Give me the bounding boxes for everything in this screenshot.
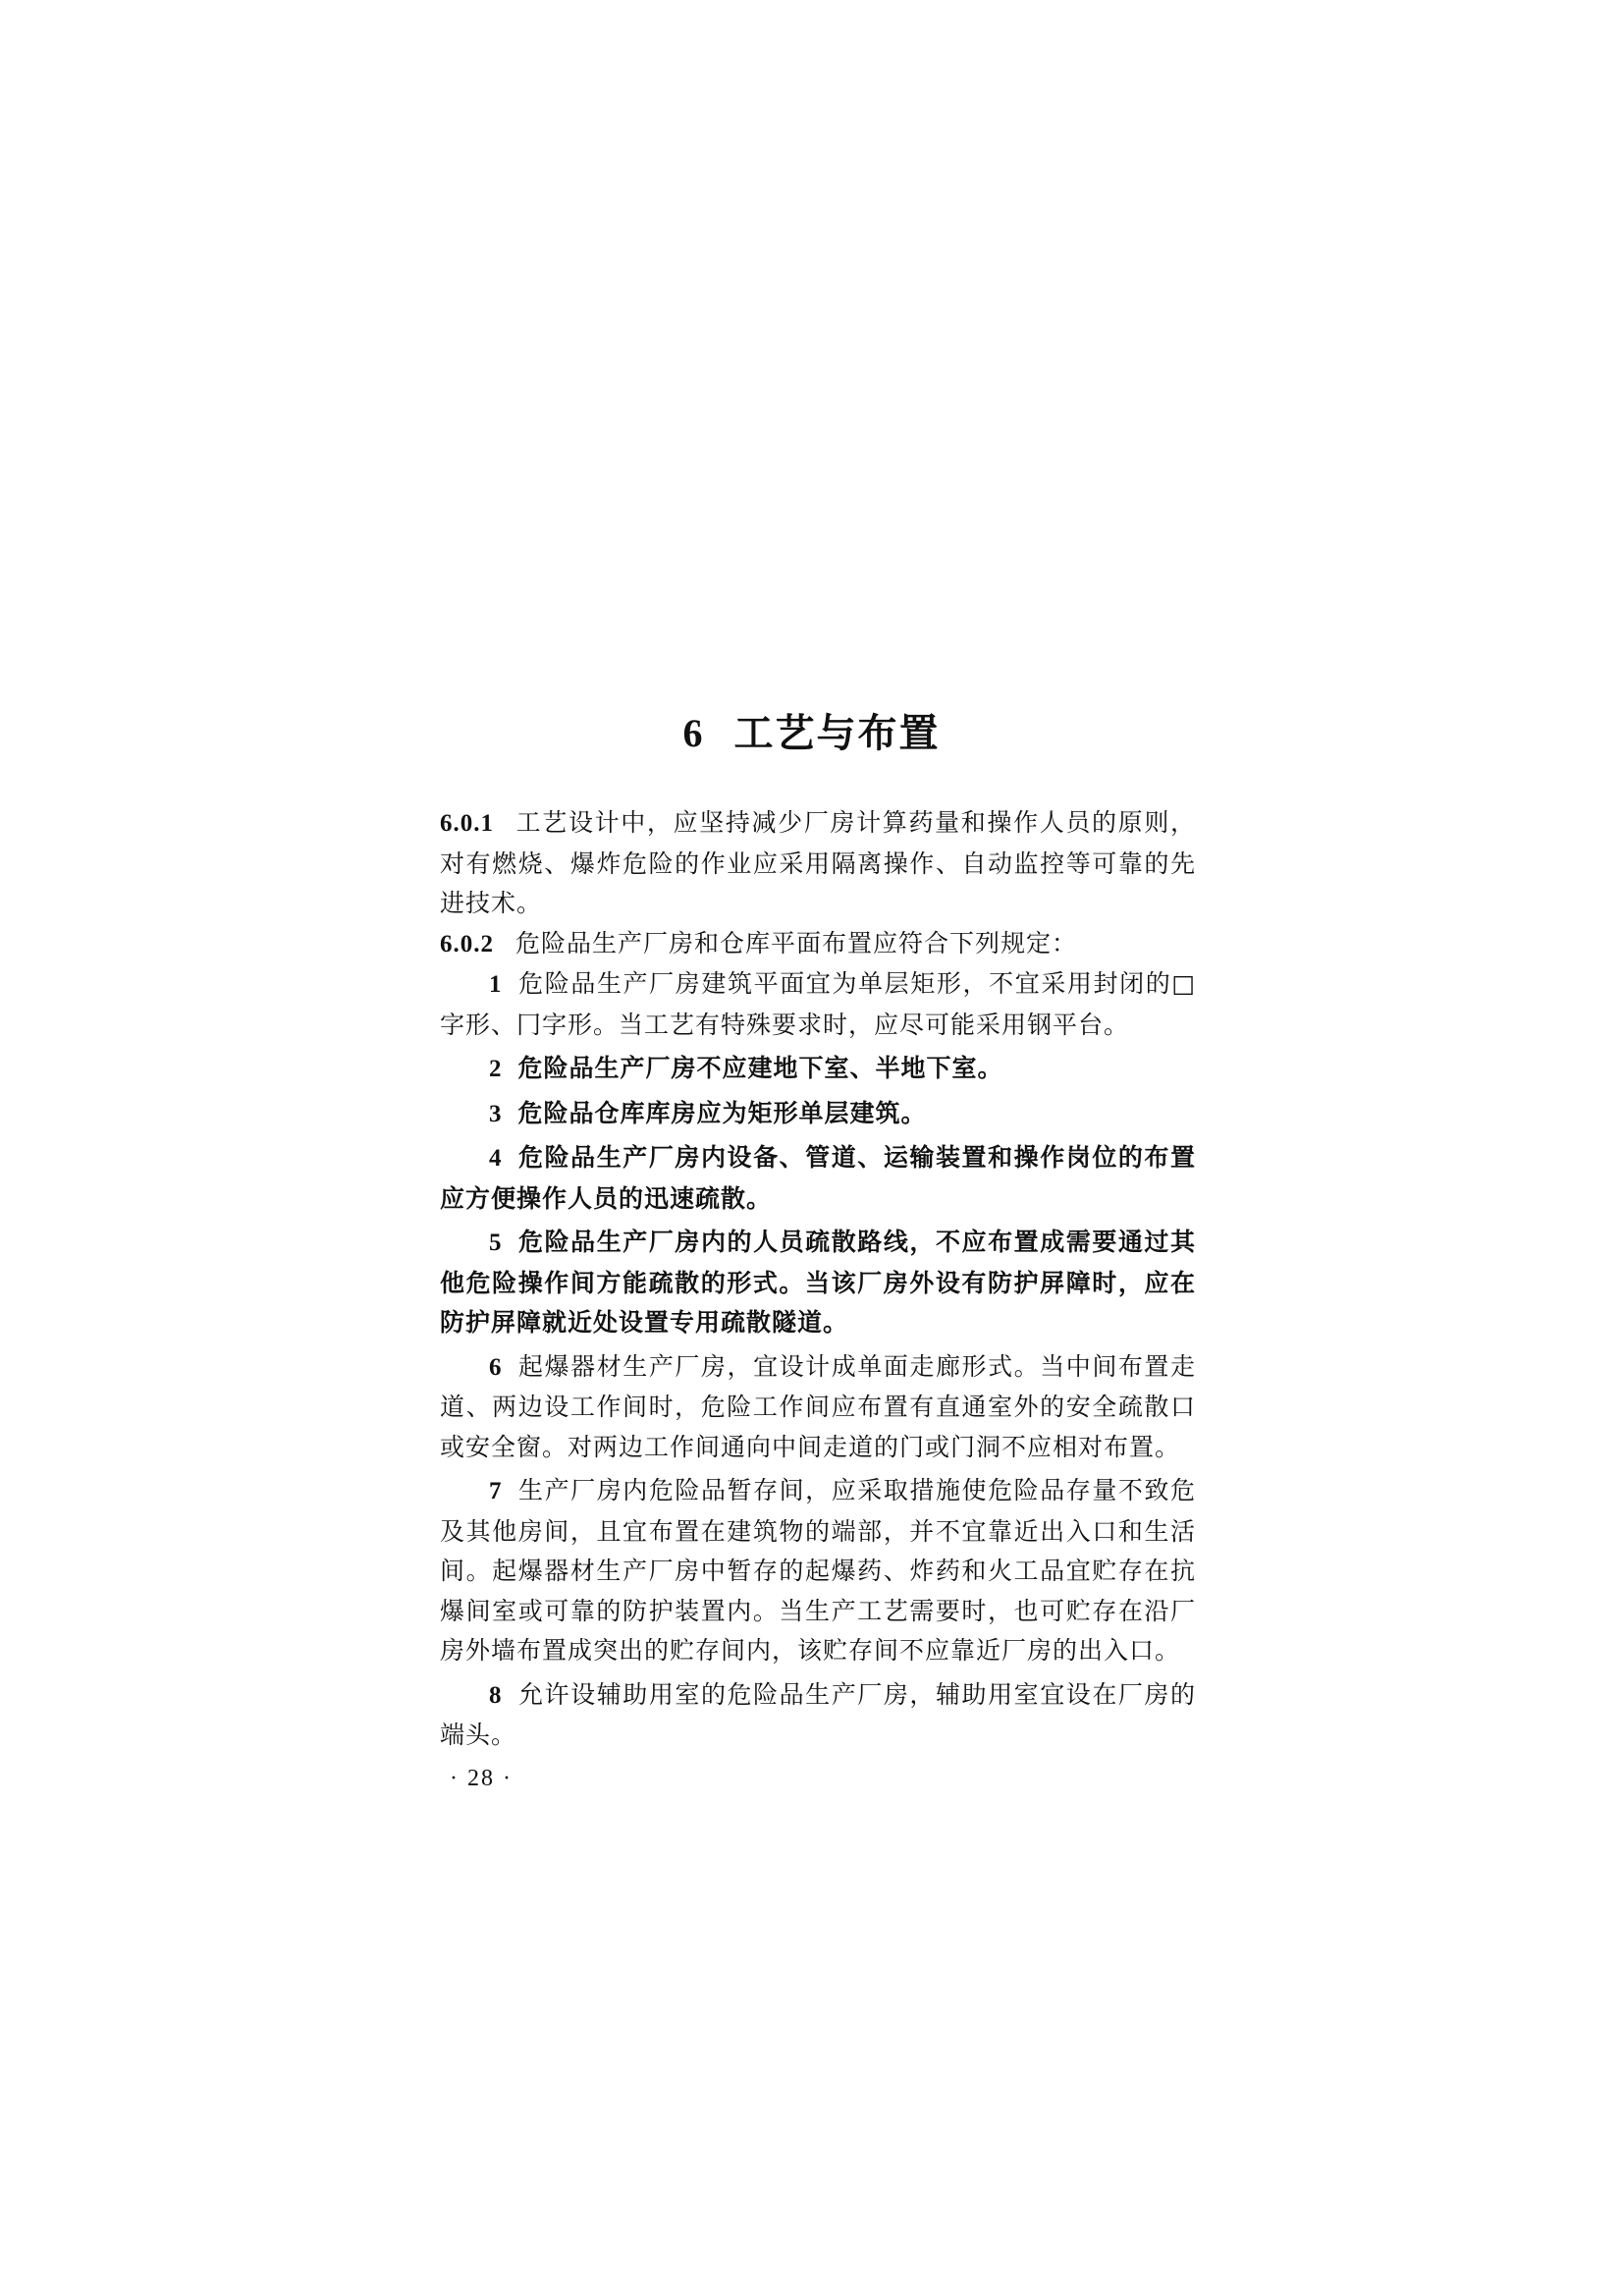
item-number: 8 — [489, 1681, 503, 1709]
list-item-3 — [440, 1094, 1196, 1135]
clause-text: 危险品生产厂房和仓库平面布置应符合下列规定： — [515, 928, 1078, 957]
chapter-number: 6 — [682, 710, 705, 755]
list-item-2 — [440, 1049, 1196, 1090]
item-number: 5 — [489, 1230, 503, 1256]
item-number: 2 — [489, 1056, 503, 1082]
chapter-title — [0, 706, 1623, 761]
list-item-5 — [440, 1223, 1196, 1343]
item-text: 允许设辅助用室的危险品生产厂房，辅助用室宜设在厂房的端头。 — [440, 1679, 1196, 1749]
item-number: 3 — [489, 1100, 503, 1127]
document-body — [440, 803, 1196, 1756]
item-text: 危险品生产厂房内设备、管道、运输装置和操作岗位的布置应方便操作人员的迅速疏散。 — [440, 1143, 1196, 1213]
item-number: 1 — [489, 971, 503, 998]
clause-text: 工艺设计中，应坚持减少厂房计算药量和操作人员的原则，对有燃烧、爆炸危险的作业应采用隔离操作、自动监控等可靠的先进技术。 — [440, 808, 1196, 917]
clause-number: 6.0.1 — [440, 810, 494, 837]
list-item-7 — [440, 1471, 1196, 1671]
item-number: 7 — [489, 1478, 503, 1504]
item-text: 危险品生产厂房不应建地下室、半地下室。 — [517, 1054, 1003, 1082]
page-number: · 28 · — [450, 1766, 513, 1791]
list-item-8 — [440, 1675, 1196, 1756]
list-item-4 — [440, 1138, 1196, 1219]
chapter-title-text: 工艺与布置 — [733, 709, 941, 756]
item-text: 生产厂房内危险品暂存间，应采取措施使危险品存量不致危及其他房间，且宜布置在建筑物的端部，并不宜靠近出入口和生活间。起爆器材生产厂房中暂存的起爆药、炸药和火工品宜贮存在抗爆间室或可靠的防护装置内。当生产工艺需要时，也可贮存在沿厂房外墙布置成突出的贮存间内，该贮存间不应靠近厂房的出入口。 — [440, 1476, 1196, 1665]
item-number: 6 — [489, 1353, 503, 1381]
item-text: 危险品仓库库房应为矩形单层建筑。 — [517, 1098, 927, 1127]
item-text: 起爆器材生产厂房，宜设计成单面走廊形式。当中间布置走道、两边设工作间时，危险工作间应布置有直通室外的安全疏散口或安全窗。对两边工作间通向中间走道的门或门洞不应相对布置。 — [440, 1351, 1196, 1461]
item-text: 危险品生产厂房内的人员疏散路线，不应布置成需要通过其他危险操作间方能疏散的形式。当该厂房外设有防护屏障时，应在防护屏障就近处设置专用疏散隧道。 — [440, 1228, 1196, 1337]
item-number: 4 — [489, 1145, 503, 1172]
list-item-1 — [440, 964, 1196, 1045]
clause-6-0-1 — [440, 803, 1196, 924]
item-text: 危险品生产厂房建筑平面宜为单层矩形，不宜采用封闭的□字形、冂字形。当工艺有特殊要求时，应尽可能采用钢平台。 — [440, 969, 1196, 1039]
clause-number: 6.0.2 — [440, 930, 494, 957]
list-item-6 — [440, 1347, 1196, 1468]
clause-6-0-2 — [440, 924, 1196, 965]
